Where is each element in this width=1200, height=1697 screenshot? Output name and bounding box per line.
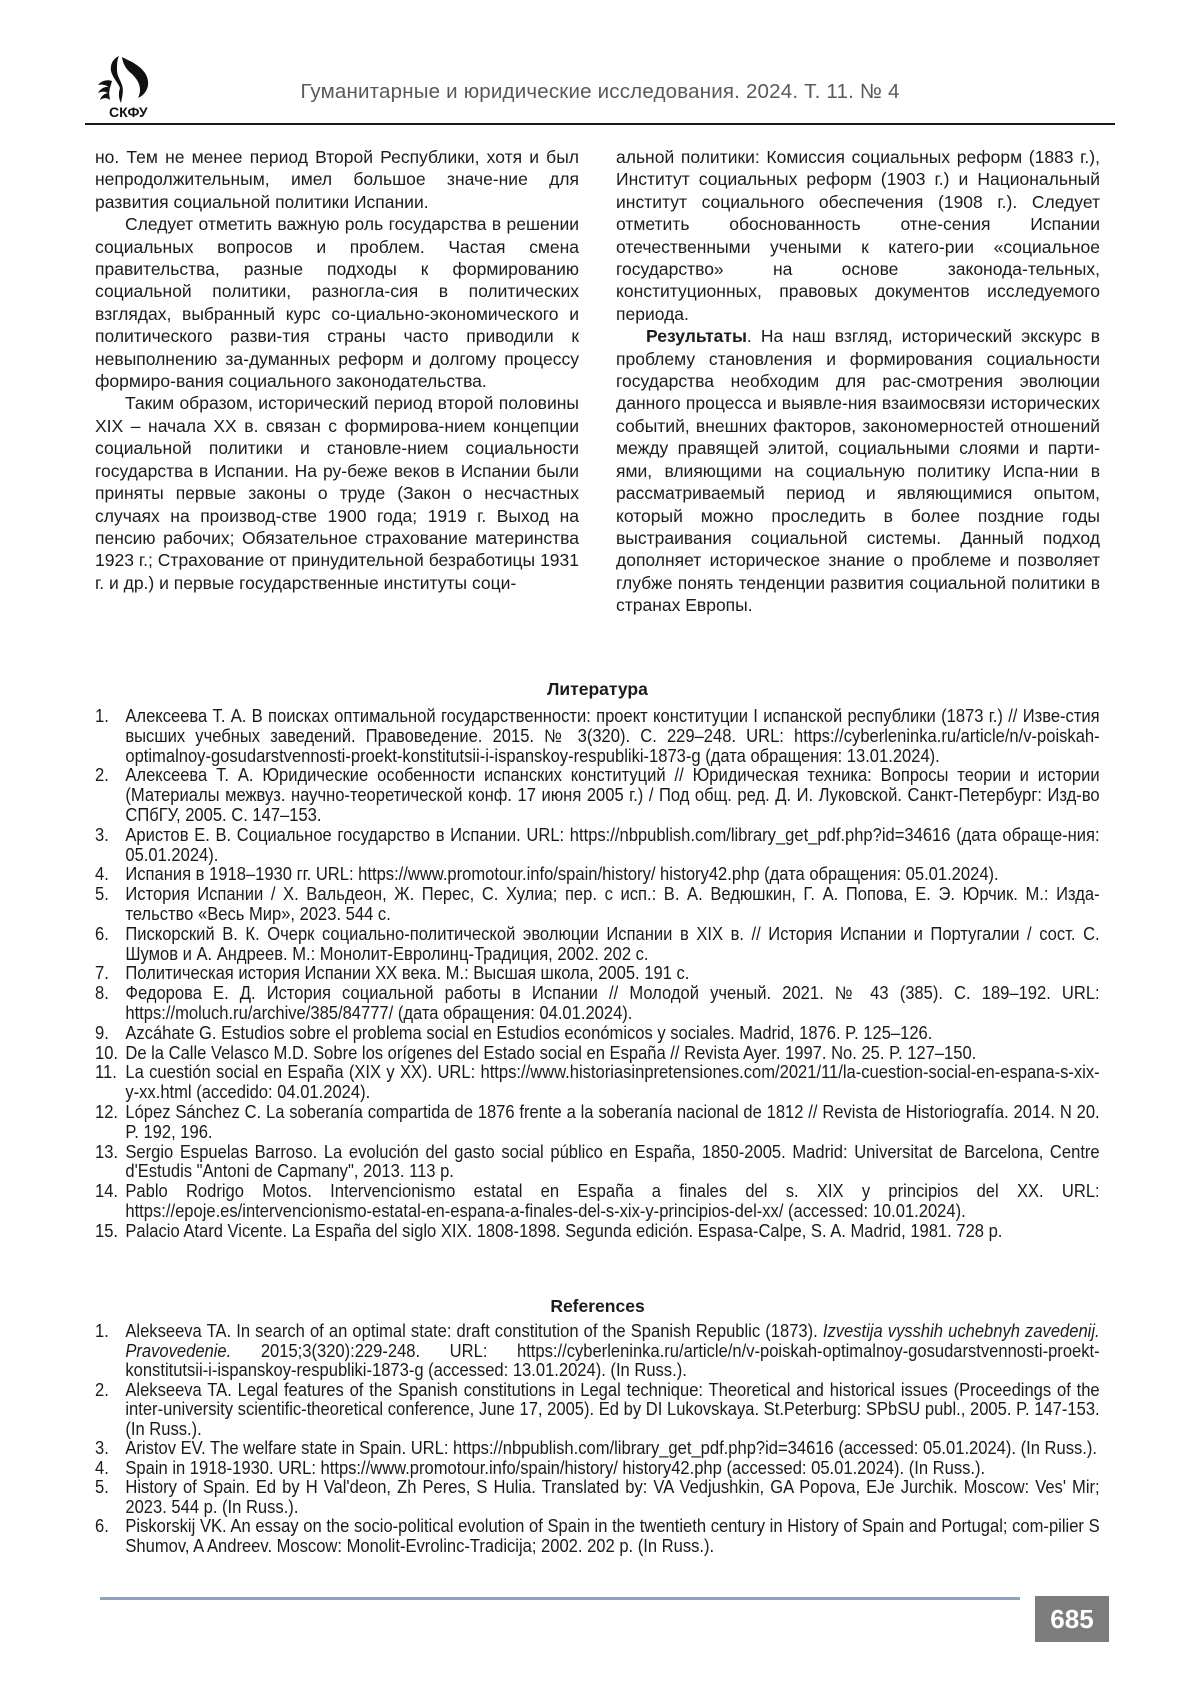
reference-number: 8.: [95, 983, 109, 1004]
text-segment: Alekseeva TA. In search of an optimal state: draft constitution of the Spanish Republic (1873).: [125, 1322, 823, 1341]
reference-text: [125, 1322, 1099, 1381]
reference-number: 6.: [95, 923, 109, 944]
text-segment: Федорова Е. Д. История социальной работы в Испании // Молодой ученый. 2021. № 43 (385). С. 189–192. URL: https://moluch.ru/archive/385/84777/ (дата обращения: 04.01.2024).: [125, 983, 1100, 1023]
reference-item: [95, 1103, 1100, 1143]
text-segment: De la Calle Velasco M.D. Sobre los orígenes del Estado social en España // Revista Ayer. 1997. No. 25. P. 127–150.: [125, 1042, 977, 1063]
reference-number: 15.: [95, 1220, 119, 1241]
article-body: [95, 146, 1100, 1580]
reference-item: [95, 707, 1100, 766]
reference-text: [125, 1381, 1099, 1440]
reference-item: [95, 1517, 1100, 1556]
reference-number: 11.: [95, 1062, 117, 1083]
text-segment: Aristov EV. The welfare state in Spain. URL: https://nbpublish.com/library_get_pdf.php?id=34616 (accessed: 05.01.2024). (In Russ.).: [125, 1438, 1097, 1458]
reference-text: [125, 1063, 1099, 1103]
reference-number: 9.: [95, 1022, 109, 1043]
reference-text: [125, 964, 1099, 984]
reference-text: [125, 925, 1099, 965]
page-number-badge: 685: [1035, 1596, 1109, 1642]
text-segment: Политическая история Испании XX века. М.: Высшая школа, 2005. 191 с.: [125, 963, 690, 984]
paragraph: [95, 146, 579, 213]
reference-item: [95, 1439, 1100, 1459]
article-right-column: [616, 146, 1100, 664]
text-segment: Испания в 1918–1930 гг. URL: https://www.promotour.info/spain/history/ history42.php (дата обращения: 05.01.2024).: [125, 864, 999, 885]
text-segment: Piskorskij VK. An essay on the socio-political evolution of Spain in the twentieth century in History of Spain and Portugal; com-pilier S Shumov, A Andreev. Moscow: Monolit-Evrolinc-Tradicija; 2002. 202 p. (In Russ.).: [125, 1516, 1100, 1556]
reference-number: 2.: [95, 765, 109, 786]
reference-number: 4.: [95, 1457, 109, 1478]
reference-text: [125, 1478, 1099, 1517]
paragraph: [616, 325, 1100, 616]
header-rule: [85, 123, 1115, 125]
reference-text: [125, 826, 1099, 866]
text-segment: López Sánchez C. La soberanía compartida de 1876 frente a la soberanía nacional de 1812 // Revista de Historiografía. 2014. N 20. P. 192, 196.: [125, 1101, 1100, 1142]
text-segment: Alekseeva TA. Legal features of the Spanish constitutions in Legal technique: Theoretical and historical issues (Proceedings of the inter-university scientific-theoretical conference, June 17, 2005). Ed by DI Lukovskaya. St.Peterburg: SPbSU publ., 2005. P. 147-153. (In Russ.).: [125, 1379, 1100, 1439]
text-segment: но. Тем не менее период Второй Республики, хотя и был непродолжительным, имел большое значе-ние для развития социальной политики Испании.: [95, 147, 579, 212]
reference-number: 2.: [95, 1379, 109, 1400]
paragraph: [95, 392, 579, 594]
reference-item: [95, 964, 1100, 984]
reference-text: [125, 865, 1099, 885]
reference-text: [125, 707, 1099, 766]
references-list: [95, 1322, 1100, 1556]
reference-number: 7.: [95, 963, 109, 984]
text-segment: Palacio Atard Vicente. La España del siglo XIX. 1808-1898. Segunda edición. Espasa-Calpe, S. A. Madrid, 1981. 728 p.: [125, 1220, 1003, 1241]
text-segment: 2015;3(320):229-248. URL: https://cyberleninka.ru/article/n/v-poiskah-optimalnoy-gosudarstvennosti-proekt-konstitutsii-i-ispanskoy-respubliki-1873-g (accessed: 13.01.2024). (In Russ.).: [125, 1340, 1100, 1380]
text-segment: Pablo Rodrigo Motos. Intervencionismo estatal en España a finales del s. XIX y principios del XX. URL: https://epoje.es/intervencionismo-estatal-en-espana-a-finales-del-s-xix-y-principios-del-xx/ (accessed: 10.01.2024).: [125, 1181, 1100, 1221]
reference-text: [125, 984, 1099, 1024]
reference-number: 4.: [95, 864, 109, 885]
reference-number: 3.: [95, 824, 109, 845]
reference-text: [125, 1024, 1099, 1044]
reference-number: 10.: [95, 1042, 119, 1063]
reference-number: 5.: [95, 1477, 109, 1497]
text-segment: Пискорский В. К. Очерк социально-политической эволюции Испании в XIX в. // История Испании и Португалии / сост. С. Шумов и А. Андреев. М.: Монолит-Евролинц-Традиция, 2002. 202 с.: [125, 923, 1100, 964]
footer-rule: [100, 1597, 1020, 1600]
reference-item: [95, 826, 1100, 866]
text-segment: Алексеева Т. А. В поисках оптимальной государственности: проект конституции I испанской республики (1873 г.) // Изве-стия высших учебных заведений. Правоведение. 2015. № 3(320). С. 229–248. URL: https://cyberleninka.ru/article/n/v-poiskah-optimalnoy-gosudarstvennosti-proekt-konstitutsii-i-ispanskoy-respubliki-1873-g (дата обращения: 13.01.2024).: [125, 707, 1100, 766]
text-segment: Следует отметить важную роль государства в решении социальных вопросов и проблем. Частая смена правительства, разные подходы к формированию социальной политики, разногла-сия в политических взглядах, выбранный курс со-циально-экономического и политического разви-тия страны часто приводили к невыполнению за-думанных реформ и долгому процессу формиро-вания социального законодательства.: [95, 214, 579, 392]
text-segment: Azcáhate G. Estudios sobre el problema social en Estudios económicos y sociales. Madrid, 1876. P. 125–126.: [125, 1022, 933, 1043]
references-heading: References: [550, 1296, 645, 1316]
text-segment: Таким образом, исторический период второй половины XIX – начала XX в. связан с формирова-нием концепции социальной политики и становле-нием социальности государства в Испании. На ру-беже веков в Испании были приняты первые законы о труде (Закон о несчастных случаях на производ-стве 1900 года; 1919 г. Выход на пенсию рабочих; Обязательное страхование материнства 1923 г.; Страхование от принудительной безработицы 1931 г. и др.) и первые государственные институты соци-: [95, 393, 579, 593]
text-segment: Izvestija vysshih uchebnyh zavedenij. Pravovedenie.: [125, 1322, 1100, 1361]
two-column-text: [95, 146, 1100, 664]
reference-number: 5.: [95, 884, 109, 905]
reference-number: 1.: [95, 707, 109, 726]
reference-item: [95, 1143, 1100, 1183]
reference-item: [95, 1182, 1100, 1222]
text-segment: Sergio Espuelas Barroso. La evolución del gasto social público en España, 1850-2005. Madrid: Universitat de Barcelona, Centre d'Estudis "Antoni de Capmany", 2013. 113 p.: [125, 1141, 1100, 1182]
literatura-section: [95, 707, 1100, 1287]
reference-item: [95, 1478, 1100, 1517]
reference-number: 14.: [95, 1181, 119, 1202]
reference-number: 1.: [95, 1322, 109, 1341]
text-segment: альной политики: Комиссия социальных реформ (1883 г.), Институт социальных реформ (1903 г.) и Национальный институт социального обеспечения (1908 г.). Следует отметить обоснованность отне-сения Испании отечественными учеными к катего-рии «социальное государство» на основе законода-тельных, конституционных, правовых документов исследуемого периода.: [616, 147, 1100, 324]
reference-item: [95, 1024, 1100, 1044]
reference-item: [95, 925, 1100, 965]
logo-text: СКФУ: [109, 104, 148, 120]
text-segment: Аристов Е. В. Социальное государство в Испании. URL: https://nbpublish.com/library_get_pdf.php?id=34616 (дата обраще-ния: 05.01.2024).: [125, 824, 1100, 865]
reference-text: [125, 885, 1099, 925]
text-segment: History of Spain. Ed by H Val'deon, Zh Peres, S Hulia. Translated by: VA Vedjushkin, GA Popova, EJe Jurchik. Moscow: Ves' Mir; 2023. 544 p. (In Russ.).: [125, 1477, 1100, 1517]
reference-item: [95, 1044, 1100, 1064]
reference-text: [125, 1517, 1099, 1556]
reference-text: [125, 1439, 1099, 1459]
literatura-list: [95, 707, 1100, 1242]
literatura-heading: Литература: [547, 679, 648, 699]
text-segment: Spain in 1918-1930. URL: https://www.promotour.info/spain/history/ history42.php (accessed: 05.01.2024). (In Russ.).: [125, 1457, 986, 1478]
article-left-column: [95, 146, 579, 664]
text-segment: . На наш взгляд, исторический экскурс в проблему становления и формирования социальности государства необходим для рас-смотрения эволюции данного процесса и выявле-ния взаимосвязи исторических событий, внешних факторов, закономерностей отношений между правящей элитой, социальными слоями и парти-ями, влияющими на социальную политику Испа-нии в рассматриваемый период и являющимися опытом, который можно проследить в более поздние годы выстраивания социальной системы. Данный подход дополняет историческое знание о проблеме и позволяет глубже понять тенденции развития социальной политики в странах Европы.: [616, 326, 1100, 616]
reference-item: [95, 766, 1100, 825]
reference-item: [95, 1381, 1100, 1440]
reference-number: 13.: [95, 1141, 119, 1162]
paragraph: [616, 146, 1100, 325]
text-segment: Алексеева Т. А. Юридические особенности испанских конституций // Юридическая техника: Вопросы теории и истории (Материалы межвуз. научно-теоретической конф. 17 июня 2005 г.) / Под общ. ред. Д. И. Луковской. Санкт-Петербург: Изд-во СПбГУ, 2005. С. 147–153.: [125, 765, 1100, 825]
reference-text: [125, 1222, 1099, 1242]
reference-number: 12.: [95, 1101, 119, 1122]
reference-text: [125, 766, 1099, 825]
reference-number: 6.: [95, 1516, 109, 1536]
text-segment: La cuestión social en España (XIX y XX). URL: https://www.historiasinpretensiones.com/2021/11/la-cuestion-social-en-espana-s-xix-y-xx.html (accedido: 04.01.2024).: [125, 1062, 1100, 1103]
reference-item: [95, 1322, 1100, 1381]
reference-item: [95, 1222, 1100, 1242]
journal-title: Гуманитарные и юридические исследования. 2024. Т. 11. № 4: [300, 80, 900, 103]
reference-item: [95, 1063, 1100, 1103]
reference-item: [95, 984, 1100, 1024]
reference-text: [125, 1103, 1099, 1143]
reference-text: [125, 1459, 1099, 1479]
references-section: [95, 1322, 1100, 1580]
paragraph: [95, 213, 579, 392]
reference-item: [95, 885, 1100, 925]
reference-text: [125, 1143, 1099, 1183]
reference-number: 3.: [95, 1438, 109, 1458]
reference-item: [95, 865, 1100, 885]
text-segment: Результаты: [646, 326, 747, 347]
reference-item: [95, 1459, 1100, 1479]
reference-text: [125, 1182, 1099, 1222]
text-segment: История Испании / Х. Вальдеон, Ж. Перес, С. Хулиа; пер. с исп.: В. А. Ведюшкин, Г. А. Попова, Е. Э. Юрчик. М.: Изда-тельство «Весь Мир», 2023. 544 с.: [125, 884, 1100, 924]
reference-text: [125, 1044, 1099, 1064]
